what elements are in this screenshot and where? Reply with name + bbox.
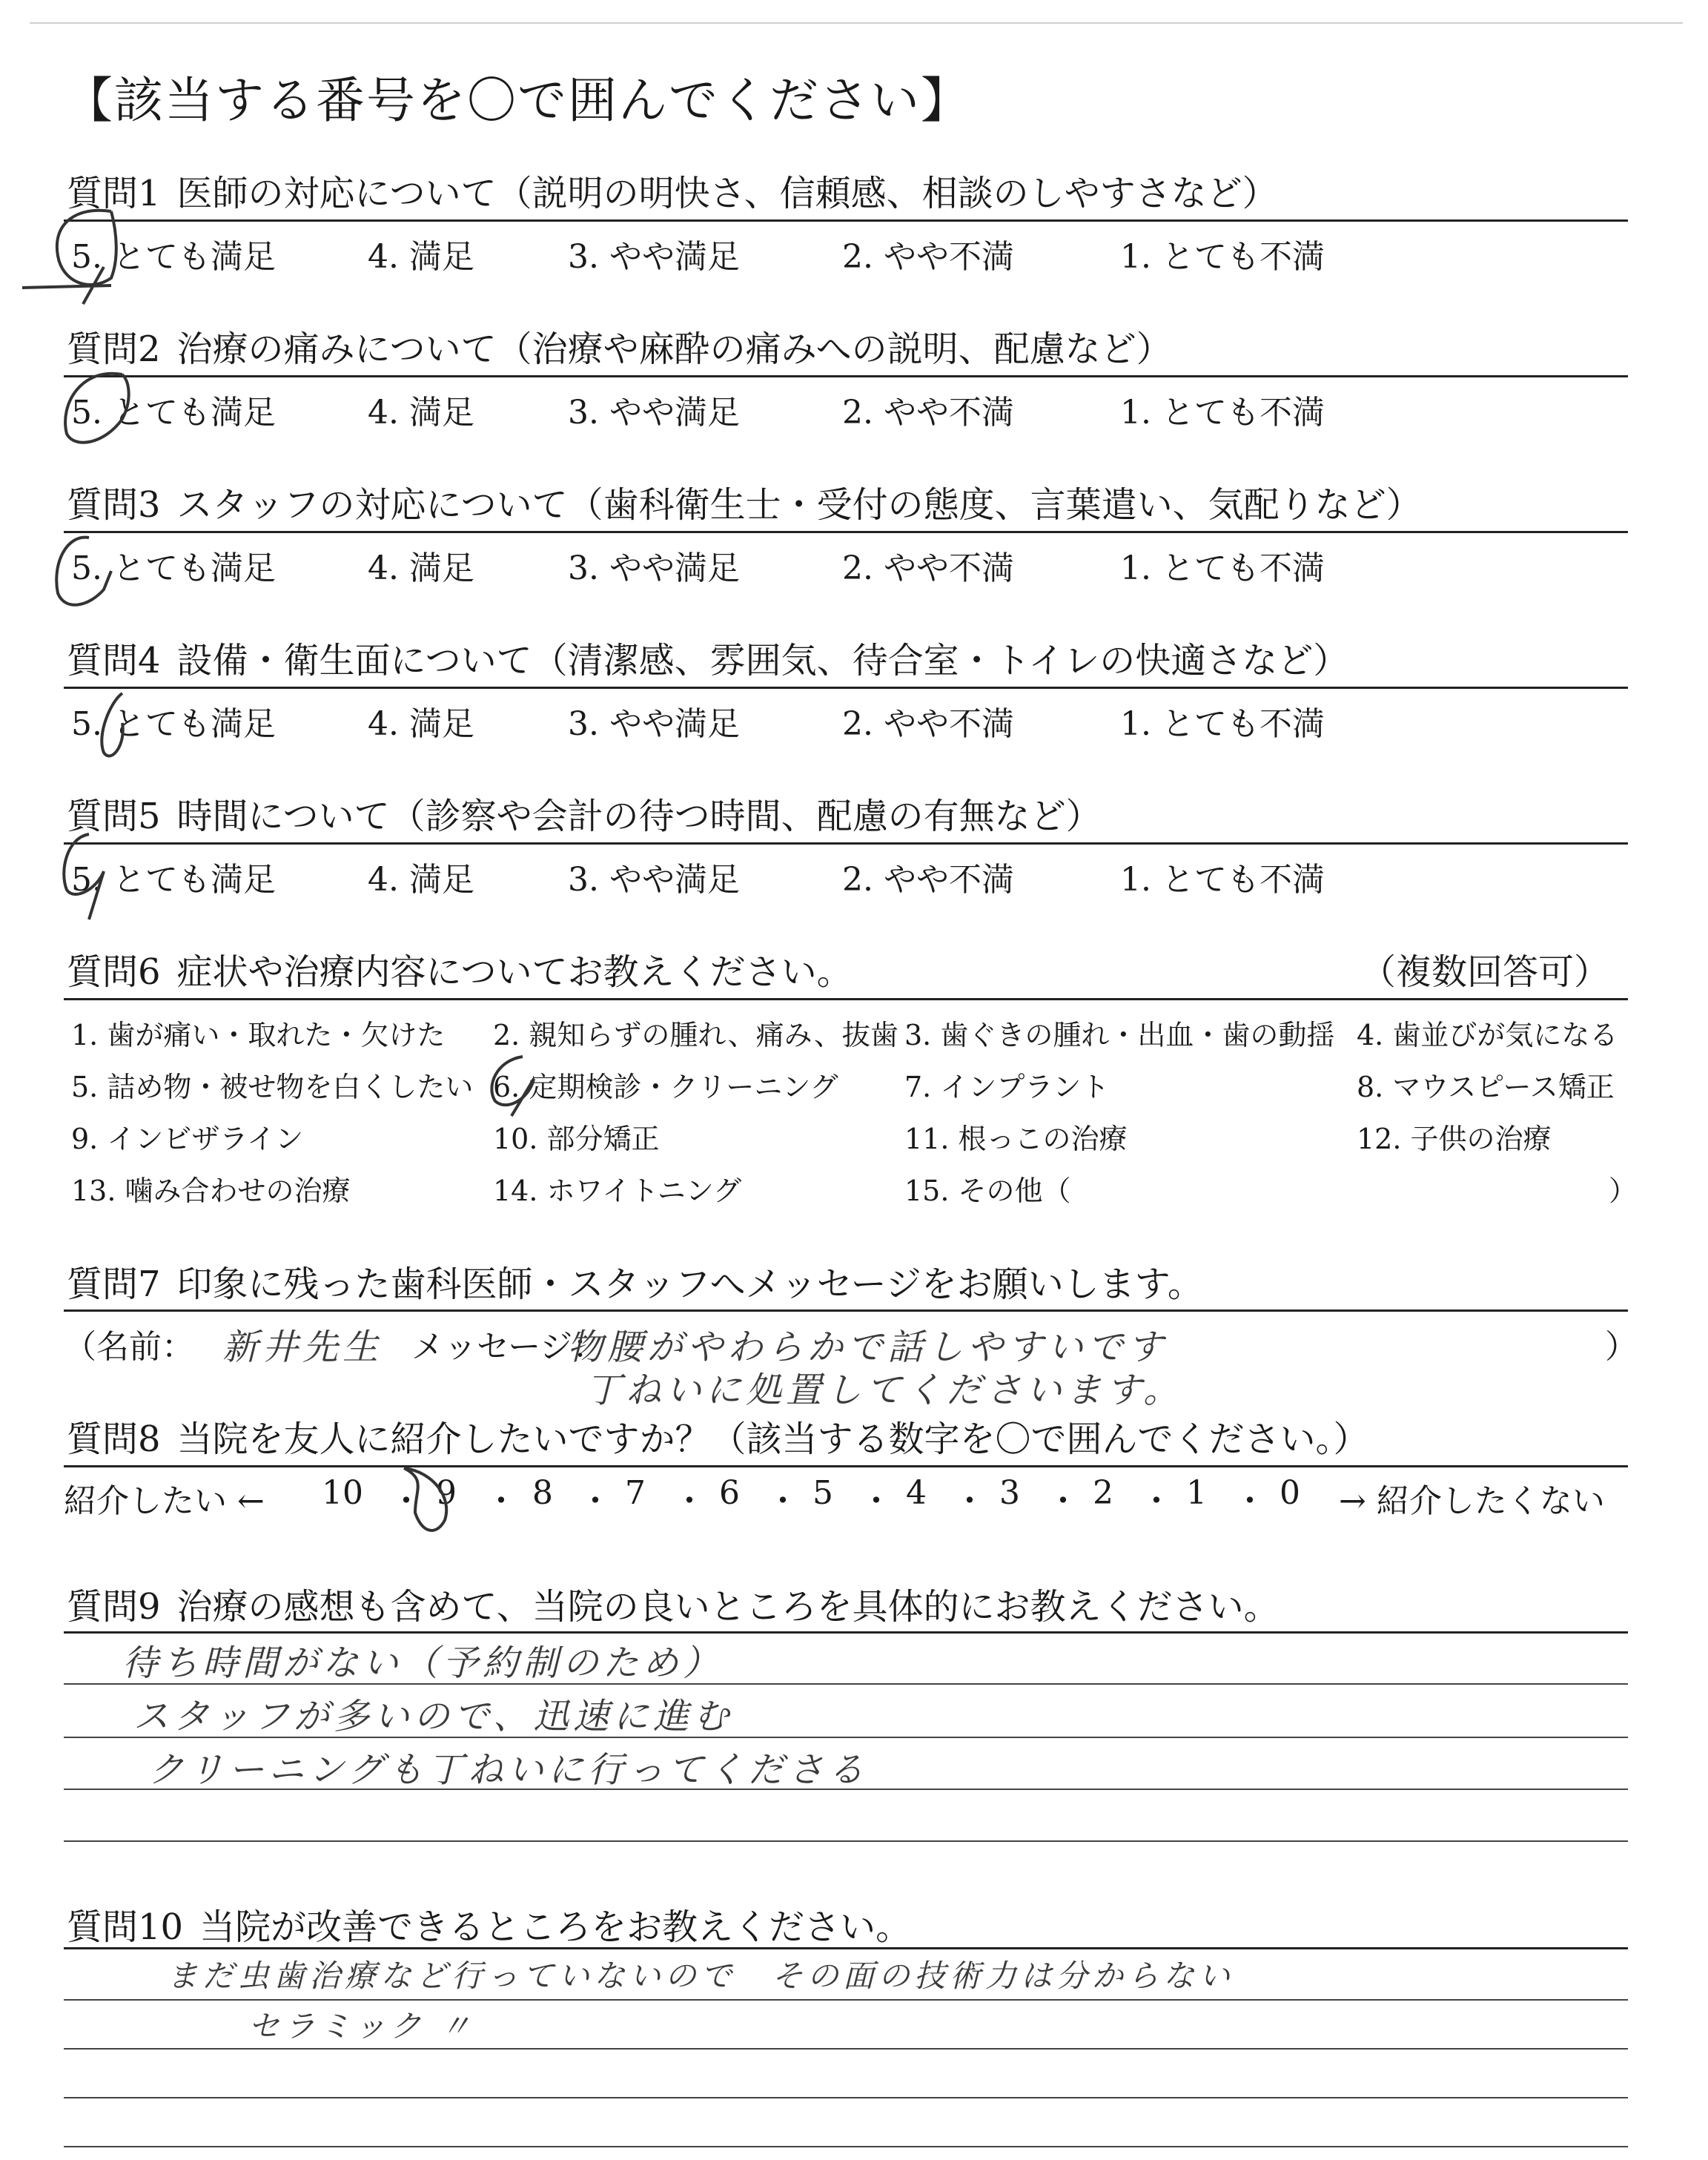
question-text: 設備・衛生面について（清潔感、雰囲気、待合室・トイレの快適さなど） (176, 640, 1349, 681)
scale-dot: ・ (1234, 1482, 1266, 1520)
option-2[interactable]: 2. やや不満 (842, 238, 1014, 276)
scale-dot: ・ (673, 1482, 706, 1520)
handwritten-answer-line-1[interactable]: 待ち時間がない（予約制のため） (122, 1642, 724, 1684)
circle-mark-q1 (22, 211, 116, 304)
question-text: 当院を友人に紹介したいですか？（該当する数字を〇で囲んでください。） (176, 1418, 1369, 1460)
scale-4[interactable]: 4 (906, 1474, 927, 1512)
treatment-option-7[interactable]: 7. インプラント (904, 1071, 1110, 1103)
scale-dot: ・ (1047, 1482, 1079, 1520)
option-2[interactable]: 2. やや不満 (842, 861, 1014, 899)
option-4[interactable]: 4. 満足 (368, 705, 474, 743)
other-close-paren: ） (1609, 1175, 1638, 1207)
option-5[interactable]: 5. とても満足 (71, 549, 276, 587)
question-text: 医師の対応について（説明の明快さ、信頼感、相談のしやすさなど） (176, 173, 1278, 214)
scale-right-label: → 紹介したくない (1339, 1482, 1605, 1520)
question-number: 質問6 (67, 951, 161, 993)
scale-dot: ・ (953, 1482, 986, 1520)
treatment-option-4[interactable]: 4. 歯並びが気になる (1357, 1019, 1618, 1051)
option-4[interactable]: 4. 満足 (368, 238, 474, 276)
scale-0[interactable]: 0 (1280, 1474, 1300, 1512)
option-5[interactable]: 5. とても満足 (71, 861, 276, 899)
option-3[interactable]: 3. やや満足 (568, 394, 740, 432)
message-label: メッセージ： (411, 1328, 606, 1366)
option-3[interactable]: 3. やや満足 (568, 861, 740, 899)
multiple-answers-note: （複数回答可） (1360, 951, 1610, 993)
scale-10[interactable]: 10 (322, 1474, 363, 1512)
treatment-option-14[interactable]: 14. ホワイトニング (493, 1175, 742, 1207)
option-2[interactable]: 2. やや不満 (842, 705, 1014, 743)
handwritten-answer-line-3[interactable]: クリーニングも丁ねいに行ってくださる (148, 1749, 869, 1791)
treatment-option-6[interactable]: 6. 定期検診・クリーニング (493, 1071, 838, 1103)
scale-dot: ・ (390, 1482, 423, 1520)
question-text: 印象に残った歯科医師・スタッフへメッセージをお願いします。 (176, 1264, 1203, 1305)
scale-dot: ・ (1140, 1482, 1173, 1520)
question-text: 症状や治療内容についてお教えください。 (176, 951, 853, 993)
handwritten-answer-line-2[interactable]: スタッフが多いので、迅速に進む (133, 1696, 734, 1737)
option-3[interactable]: 3. やや満足 (568, 705, 740, 743)
question-text: 治療の感想も含めて、当院の良いところを具体的にお教えください。 (176, 1586, 1280, 1628)
scale-3[interactable]: 3 (999, 1474, 1020, 1512)
question-number: 質問3 (67, 484, 161, 526)
scale-2[interactable]: 2 (1093, 1474, 1113, 1512)
option-5[interactable]: 5. とても満足 (71, 238, 276, 276)
scale-dot: ・ (485, 1482, 517, 1520)
treatment-option-1[interactable]: 1. 歯が痛い・取れた・欠けた (71, 1019, 446, 1051)
question-number: 質問9 (67, 1586, 161, 1628)
question-text: 時間について（診察や会計の待つ時間、配慮の有無など） (176, 796, 1102, 837)
circle-mark-q2 (65, 374, 129, 443)
option-4[interactable]: 4. 満足 (368, 549, 474, 587)
scale-6[interactable]: 6 (719, 1474, 740, 1512)
question-number: 質問1 (67, 173, 161, 214)
page-title: 【該当する番号を〇で囲んでください】 (64, 72, 971, 129)
treatment-option-3[interactable]: 3. 歯ぐきの腫れ・出血・歯の動揺 (904, 1019, 1335, 1051)
message-close-paren: ） (1605, 1328, 1638, 1366)
scale-1[interactable]: 1 (1186, 1474, 1207, 1512)
scale-dot: ・ (767, 1482, 799, 1520)
handwritten-message-line-1[interactable]: 物腰がやわらかで話しやすいです (567, 1327, 1168, 1368)
treatment-option-8[interactable]: 8. マウスピース矯正 (1357, 1071, 1615, 1103)
treatment-option-15[interactable]: 15. その他（ (904, 1175, 1071, 1207)
question-text: 当院が改善できるところをお教えください。 (199, 1906, 912, 1948)
treatment-option-11[interactable]: 11. 根っこの治療 (904, 1123, 1128, 1155)
option-3[interactable]: 3. やや満足 (568, 549, 740, 587)
option-1[interactable]: 1. とても不満 (1120, 861, 1325, 899)
option-5[interactable]: 5. とても満足 (71, 705, 276, 743)
option-2[interactable]: 2. やや不満 (842, 549, 1014, 587)
question-number: 質問7 (67, 1264, 161, 1305)
circle-mark-q5 (64, 834, 104, 919)
circle-mark-q8 (404, 1468, 446, 1530)
option-3[interactable]: 3. やや満足 (568, 238, 740, 276)
scale-9[interactable]: 9 (436, 1474, 457, 1512)
question-number: 質問10 (67, 1906, 184, 1948)
treatment-option-10[interactable]: 10. 部分矯正 (493, 1123, 660, 1155)
option-4[interactable]: 4. 満足 (368, 861, 474, 899)
option-1[interactable]: 1. とても不満 (1120, 705, 1325, 743)
option-5[interactable]: 5. とても満足 (71, 394, 276, 432)
handwritten-improvement-line-1[interactable]: まだ虫歯治療など行っていないので その面の技術力は分からない (167, 1958, 1235, 1994)
option-1[interactable]: 1. とても不満 (1120, 549, 1325, 587)
scale-7[interactable]: 7 (625, 1474, 646, 1512)
treatment-option-5[interactable]: 5. 詰め物・被せ物を白くしたい (71, 1071, 474, 1103)
treatment-option-13[interactable]: 13. 噛み合わせの治療 (71, 1175, 351, 1207)
question-number: 質問5 (67, 796, 161, 837)
question-number: 質問8 (67, 1418, 161, 1460)
treatment-option-9[interactable]: 9. インビザライン (71, 1123, 304, 1155)
question-number: 質問2 (67, 328, 161, 370)
scale-5[interactable]: 5 (812, 1474, 833, 1512)
treatment-option-12[interactable]: 12. 子供の治療 (1357, 1123, 1552, 1155)
circle-mark-q6 (491, 1057, 534, 1116)
handwritten-improvement-line-2[interactable]: セラミック 〃 (248, 2008, 476, 2044)
question-number: 質問4 (67, 640, 161, 681)
treatment-option-2[interactable]: 2. 親知らずの腫れ、痛み、抜歯 (493, 1019, 898, 1051)
name-label: （名前： (64, 1328, 194, 1366)
circle-mark-q3 (56, 538, 111, 605)
scale-8[interactable]: 8 (532, 1474, 553, 1512)
scale-dot: ・ (579, 1482, 612, 1520)
scale-dot: ・ (860, 1482, 893, 1520)
option-4[interactable]: 4. 満足 (368, 394, 474, 432)
question-text: スタッフの対応について（歯科衛生士・受付の態度、言葉遣い、気配りなど） (176, 484, 1422, 526)
scale-left-label: 紹介したい ← (64, 1482, 265, 1520)
circle-mark-q4 (102, 693, 122, 756)
question-text: 治療の痛みについて（治療や麻酔の痛みへの説明、配慮など） (176, 328, 1172, 370)
option-2[interactable]: 2. やや不満 (842, 394, 1014, 432)
handwritten-name[interactable]: 新井先生 (222, 1327, 383, 1368)
handwritten-message-line-2[interactable]: 丁ねいに処置してくださいます。 (586, 1370, 1184, 1411)
option-1[interactable]: 1. とても不満 (1120, 394, 1325, 432)
option-1[interactable]: 1. とても不満 (1120, 238, 1325, 276)
